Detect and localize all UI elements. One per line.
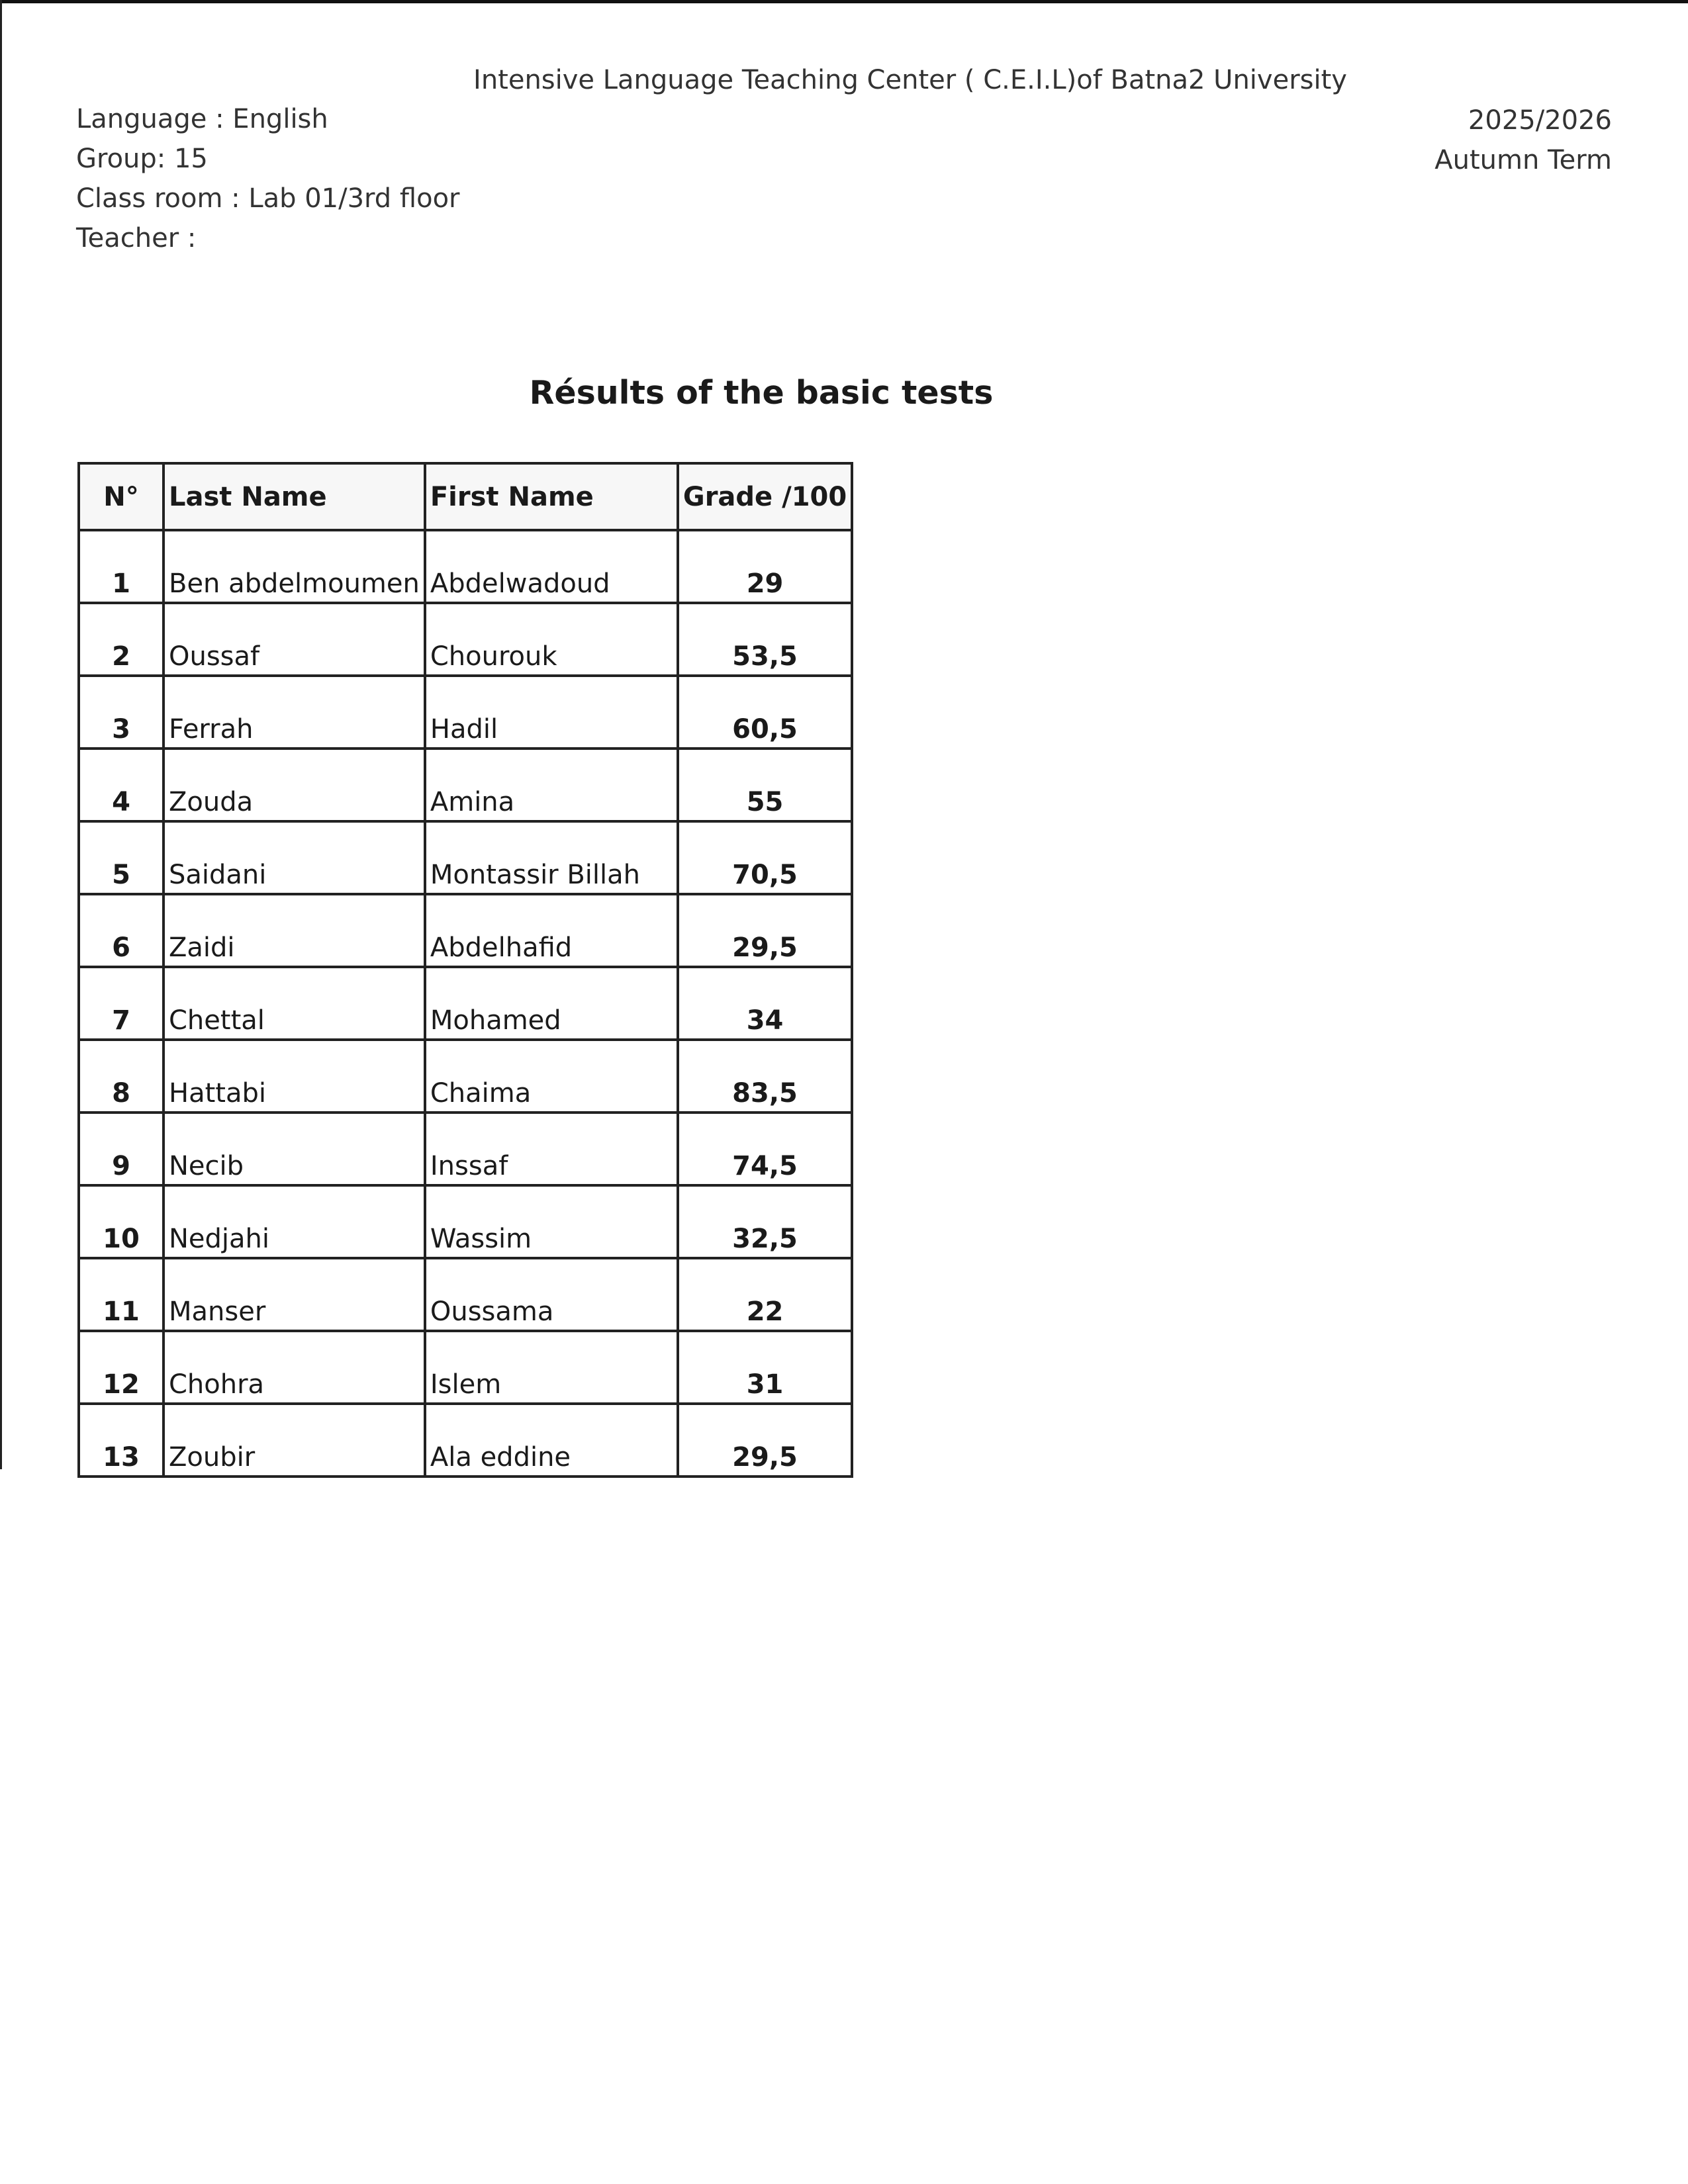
first-name-cell: Montassir Billah	[425, 821, 678, 894]
table-row	[79, 530, 852, 603]
results-table	[77, 462, 853, 1478]
row-number: 7	[79, 967, 164, 1040]
row-number: 4	[79, 749, 164, 821]
table-row	[79, 1040, 852, 1113]
table-row	[79, 1404, 852, 1477]
table-row	[79, 821, 852, 894]
row-number: 11	[79, 1258, 164, 1331]
table-row	[79, 1258, 852, 1331]
row-number: 12	[79, 1331, 164, 1404]
term-name: Autumn Term	[1434, 145, 1612, 175]
table-row	[79, 676, 852, 749]
row-number: 9	[79, 1113, 164, 1185]
table-row	[79, 749, 852, 821]
grade-cell: 29,5	[678, 894, 852, 967]
grade-cell: 29	[678, 530, 852, 603]
table-row	[79, 603, 852, 676]
last-name-cell: Necib	[164, 1113, 425, 1185]
row-number: 5	[79, 821, 164, 894]
table-row	[79, 1185, 852, 1258]
last-name-cell: Ben abdelmoumen	[164, 530, 425, 603]
first-name-cell: Ala eddine	[425, 1404, 678, 1477]
table-row	[79, 894, 852, 967]
grade-cell: 22	[678, 1258, 852, 1331]
first-name-cell: Abdelhafid	[425, 894, 678, 967]
grade-cell: 74,5	[678, 1113, 852, 1185]
first-name-cell: Islem	[425, 1331, 678, 1404]
academic-year: 2025/2026	[1468, 105, 1612, 136]
table-header-row	[79, 463, 852, 530]
first-name-cell: Inssaf	[425, 1113, 678, 1185]
first-name-cell: Chourouk	[425, 603, 678, 676]
grade-cell: 55	[678, 749, 852, 821]
institution-title: Intensive Language Teaching Center ( C.E.I.L)of Batna2 University	[473, 65, 1347, 95]
group-line: Group: 15	[76, 144, 208, 174]
last-name-cell: Zoubir	[164, 1404, 425, 1477]
term-info	[1434, 101, 1612, 180]
last-name-cell: Saidani	[164, 821, 425, 894]
column-header-grade: Grade /100	[678, 463, 852, 530]
first-name-cell: Hadil	[425, 676, 678, 749]
grade-cell: 83,5	[678, 1040, 852, 1113]
row-number: 8	[79, 1040, 164, 1113]
grade-cell: 32,5	[678, 1185, 852, 1258]
first-name-cell: Mohamed	[425, 967, 678, 1040]
column-header-first-name: First Name	[425, 463, 678, 530]
last-name-cell: Manser	[164, 1258, 425, 1331]
column-header-number: N°	[79, 463, 164, 530]
last-name-cell: Nedjahi	[164, 1185, 425, 1258]
teacher-line: Teacher :	[76, 223, 197, 253]
page-top-border	[0, 0, 1688, 3]
table-row	[79, 1331, 852, 1404]
grade-cell: 31	[678, 1331, 852, 1404]
first-name-cell: Oussama	[425, 1258, 678, 1331]
first-name-cell: Abdelwadoud	[425, 530, 678, 603]
table-row	[79, 967, 852, 1040]
last-name-cell: Hattabi	[164, 1040, 425, 1113]
row-number: 10	[79, 1185, 164, 1258]
table-row	[79, 1113, 852, 1185]
grade-cell: 53,5	[678, 603, 852, 676]
grade-cell: 70,5	[678, 821, 852, 894]
row-number: 2	[79, 603, 164, 676]
classroom-line: Class room : Lab 01/3rd floor	[76, 183, 460, 214]
first-name-cell: Chaima	[425, 1040, 678, 1113]
first-name-cell: Amina	[425, 749, 678, 821]
grade-cell: 29,5	[678, 1404, 852, 1477]
grade-cell: 34	[678, 967, 852, 1040]
first-name-cell: Wassim	[425, 1185, 678, 1258]
row-number: 6	[79, 894, 164, 967]
last-name-cell: Chohra	[164, 1331, 425, 1404]
last-name-cell: Ferrah	[164, 676, 425, 749]
results-heading: Résults of the basic tests	[529, 374, 994, 412]
language-line: Language : English	[76, 104, 328, 134]
row-number: 1	[79, 530, 164, 603]
column-header-last-name: Last Name	[164, 463, 425, 530]
page-left-border	[0, 0, 2, 1469]
class-info	[76, 99, 460, 258]
last-name-cell: Chettal	[164, 967, 425, 1040]
grade-cell: 60,5	[678, 676, 852, 749]
last-name-cell: Zaidi	[164, 894, 425, 967]
last-name-cell: Oussaf	[164, 603, 425, 676]
last-name-cell: Zouda	[164, 749, 425, 821]
row-number: 3	[79, 676, 164, 749]
row-number: 13	[79, 1404, 164, 1477]
